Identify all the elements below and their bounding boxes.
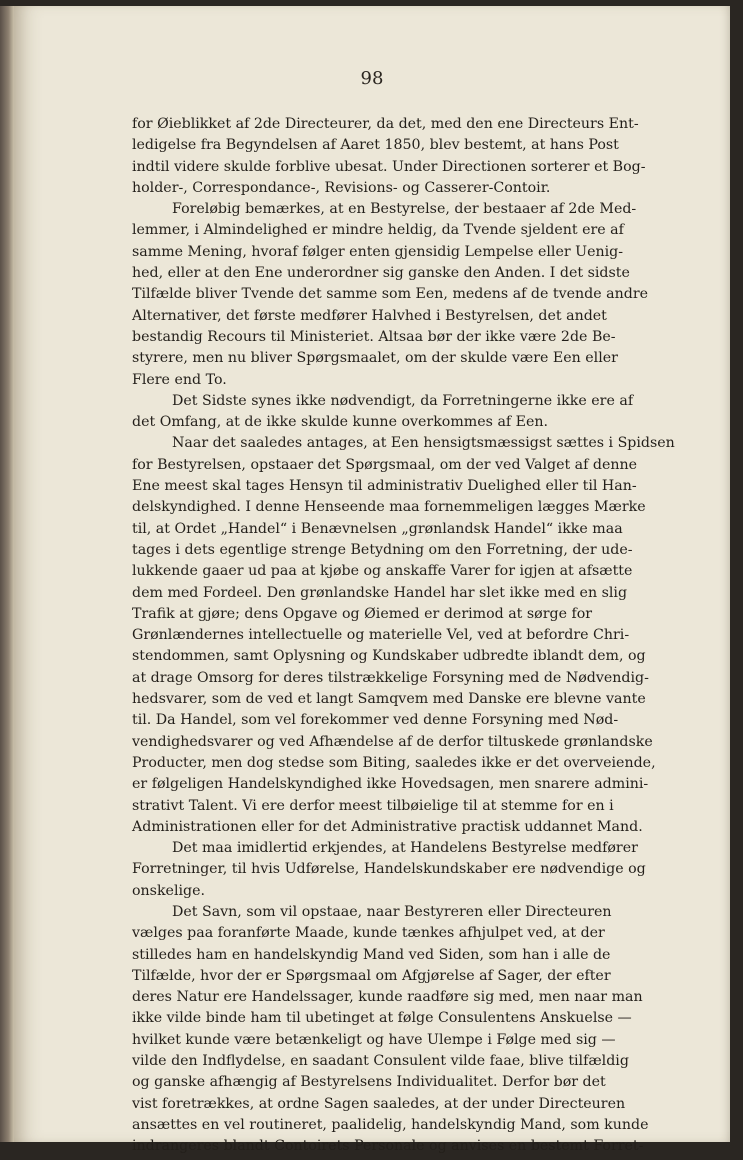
text-line: det Omfang, at de ikke skulde kunne overkommes af Een. [132,414,549,431]
text-line: Naar det saaledes antages, at Een hensigtsmæssigst sættes i Spidsen [172,435,675,452]
text-line: Tilfælde bliver Tvende det samme som Een, medens af de tvende andre [132,286,649,303]
text-line: hedsvarer, som de ved et langt Samqvem med Danske ere blevne vante [132,691,646,708]
text-line: ledigelse fra Begyndelsen af Aaret 1850, blev bestemt, at hans Post [132,137,619,154]
text-line: tages i dets egentlige strenge Betydning om den Forretning, der ude- [132,541,633,558]
book-page [14,6,730,1155]
text-line: hed, eller at den Ene underordner sig ganske den Anden. I det sidste [132,265,630,282]
text-line: stilledes ham en handelskyndig Mand ved Siden, som han i alle de [132,946,611,963]
paragraph-3 [132,391,690,434]
text-line: Grønlændernes intellectuelle og materielle Vel, ved at befordre Chri- [132,627,630,644]
text-line: Forretninger, til hvis Udførelse, Handelskundskaber ere nødvendige og [132,861,646,878]
text-line: indrangeres blandt Contoirets Personale og anvises en bestemt Forret- [132,1138,644,1155]
paragraph-6 [132,902,690,1158]
paragraph-2 [132,199,690,391]
text-line: hvilket kunde være betænkeligt og have Ulempe i Følge med sig — [132,1031,616,1048]
text-line: til, at Ordet „Handel“ i Benævnelsen „grønlandsk Handel“ ikke maa [132,520,623,537]
text-line: dem med Fordeel. Den grønlandske Handel har slet ikke med en slig [132,584,628,601]
text-line: ansættes en vel routineret, paalidelig, handelskyndig Mand, som kunde [132,1116,649,1133]
text-line: ikke vilde binde ham til ubetinget at følge Consulentens Anskuelse — [132,1010,632,1027]
text-line: Ene meest skal tages Hensyn til administrativ Duelighed eller til Han- [132,478,637,495]
text-line: vælges paa foranførte Maade, kunde tænkes afhjulpet ved, at der [132,925,605,942]
page-number: 98 [360,68,384,89]
text-line: Det Sidste synes ikke nødvendigt, da Forretningerne ikke ere af [172,392,634,409]
text-line: Det Savn, som vil opstaae, naar Bestyreren eller Directeuren [172,903,612,920]
text-line: for Øieblikket af 2de Directeurer, da det, med den ene Directeurs Ent- [132,116,639,132]
text-line: Trafik at gjøre; dens Opgave og Øiemed er derimod at sørge for [132,605,593,622]
text-line: onskelige. [132,882,206,899]
text-line: strativt Talent. Vi ere derfor meest tilbøielige til at stemme for en i [132,797,614,814]
text-line: Flere end To. [132,371,227,388]
paragraph-5 [132,838,690,902]
book-binding [0,6,14,1142]
text-line: Administrationen eller for det Administrative practisk uddannet Mand. [132,818,643,835]
paragraph-4 [132,433,690,838]
text-line: vilde den Indflydelse, en saadant Consulent vilde faae, blive tilfældig [132,1053,629,1070]
text-line: at drage Omsorg for deres tilstrækkelige Forsyning med de Nødvendig- [132,669,649,686]
text-line: lukkende gaaer ud paa at kjøbe og anskaffe Varer for igjen at afsætte [132,563,633,580]
text-line: samme Mening, hvoraf følger enten gjensidig Lempelse eller Uenig- [132,243,624,260]
text-line: lemmer, i Almindelighed er mindre heldig, da Tvende sjeldent ere af [132,222,624,239]
text-line: stendommen, samt Oplysning og Kundskaber udbredte iblandt dem, og [132,648,646,665]
text-line: til. Da Handel, som vel forekommer ved denne Forsyning med Nød- [132,712,619,729]
text-line: styrere, men nu bliver Spørgsmaalet, om der skulde være Een eller [132,350,618,367]
paragraph-1 [132,114,690,199]
text-line: deres Natur ere Handelssager, kunde raadføre sig med, men naar man [132,989,643,1006]
text-line: delskyndighed. I denne Henseende maa fornemmeligen lægges Mærke [132,499,646,516]
text-line: Det maa imidlertid erkjendes, at Handelens Bestyrelse medfører [172,840,638,857]
text-line: Alternativer, det første medfører Halvhed i Bestyrelsen, det andet [132,307,607,324]
text-line: holder-, Correspondance-, Revisions- og Casserer-Contoir. [132,179,551,196]
text-line: Foreløbig bemærkes, at en Bestyrelse, der bestaaer af 2de Med- [172,201,637,218]
text-line: og ganske afhængig af Bestyrelsens Individualitet. Derfor bør det [132,1074,606,1091]
text-line: Tilfælde, hvor der er Spørgsmaal om Afgjørelse af Sager, der efter [132,967,611,984]
text-line: indtil videre skulde forblive ubesat. Under Directionen sorterer et Bog- [132,158,646,175]
text-line: for Bestyrelsen, opstaaer det Spørgsmaal, om der ved Valget af denne [132,456,638,473]
text-line: bestandig Recours til Ministeriet. Altsaa bør der ikke være 2de Be- [132,328,616,345]
text-line: er følgeligen Handelskyndighed ikke Hovedsagen, men snarere admini- [132,776,649,793]
text-line: vist foretrækkes, at ordne Sagen saaledes, at der under Directeuren [132,1095,626,1112]
text-line: Producter, men dog stedse som Biting, saaledes ikke er det overveiende, [132,754,656,771]
text-line: vendighedsvarer og ved Afhændelse af de derfor tiltuskede grønlandske [132,733,653,750]
body-text [132,114,690,1158]
